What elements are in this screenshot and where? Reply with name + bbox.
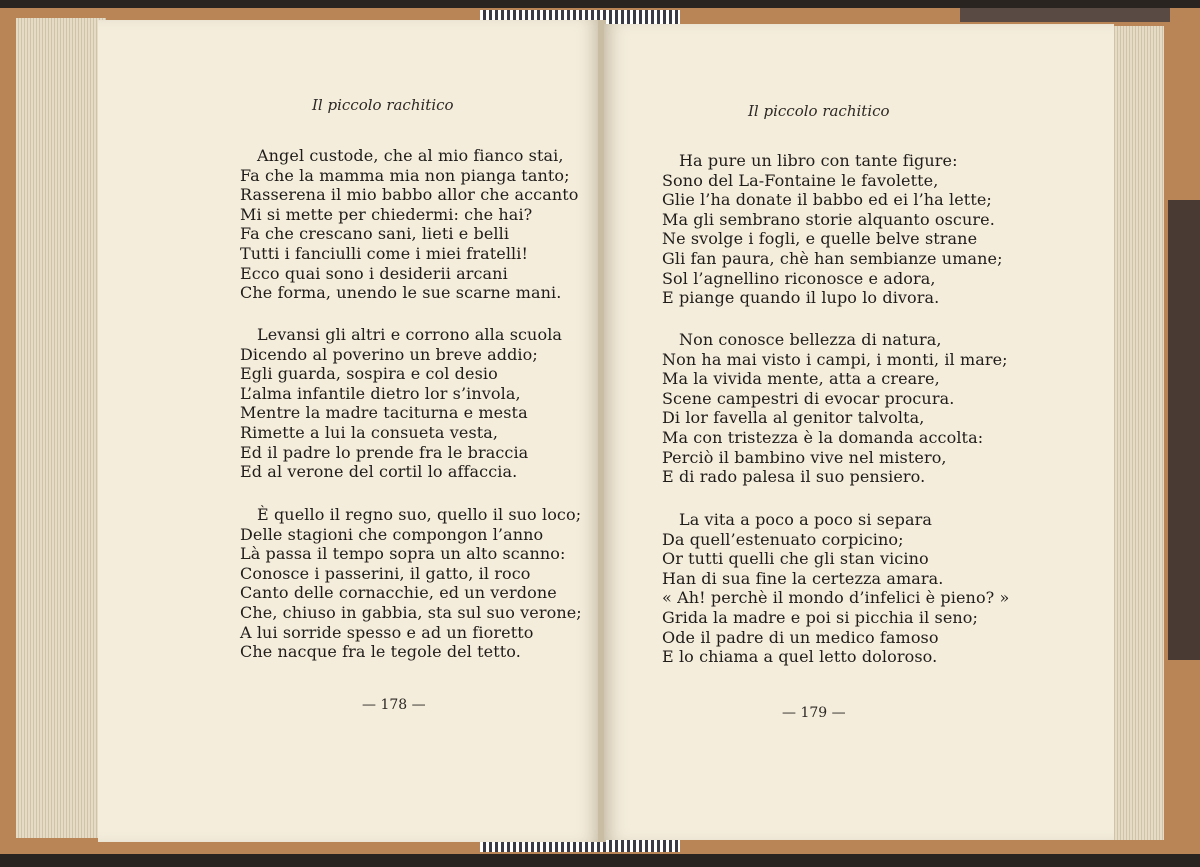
verse-line: Ecco quai sono i desiderii arcani [240,263,508,283]
right-stanza-1 [662,151,1003,308]
verse-line: A lui sorride spesso e ad un fioretto [240,622,534,642]
verse-line: Mi si mette per chiedermi: che hai? [240,204,533,224]
verse-line: Non conosce bellezza di natura, [679,330,942,349]
right-stanza-3 [662,510,1009,667]
verse-line: Che forma, unendo le sue scarne mani. [240,283,562,303]
verse-line: Di lor favella al genitor talvolta, [662,408,925,428]
verse-line: Ode il padre di un medico famoso [662,627,939,647]
verse-line: Ed al verone del cortil lo affaccia. [240,462,518,482]
page-stack-left [16,18,106,838]
verse-line: Gli fan paura, chè han sembianze umane; [662,248,1003,268]
left-stanza-1 [240,146,579,303]
left-stanza-3 [240,505,582,662]
verse-line: Glie l’ha donate il babbo ed ei l’ha lette; [662,190,992,210]
right-stanza-2 [662,330,1008,487]
verse-line: Delle stagioni che compongon l’anno [240,524,544,544]
verse-line: Egli guarda, sospira e col desio [240,364,498,384]
verse-line: E lo chiama a quel letto doloroso. [662,647,938,667]
verse-line: L’alma infantile dietro lor s’invola, [240,383,521,403]
verse-line: E piange quando il lupo lo divora. [662,288,940,308]
verse-line: Canto delle cornacchie, ed un verdone [240,583,557,603]
verse-line: La vita a poco a poco si separa [679,510,932,529]
verse-line: Grida la madre e poi si picchia il seno; [662,607,979,627]
left-stanza-2 [240,325,562,482]
verse-line: Ma gli sembrano storie alquanto oscure. [662,209,995,229]
verse-line: Angel custode, che al mio fianco stai, [257,146,564,165]
verse-line: Sol l’agnellino riconosce e adora, [662,268,936,288]
right-page-number: — 179 — [782,705,846,721]
verse-line: Che, chiuso in gabbia, sta sul suo verone; [240,602,582,622]
cover-corner-right [1168,200,1200,660]
verse-line: Che nacque fra le tegole del tetto. [240,642,521,662]
verse-line: Or tutti quelli che gli stan vicino [662,549,929,569]
verse-line: Han di sua fine la certezza amara. [662,568,944,588]
verse-line: Levansi gli altri e corrono alla scuola [257,325,563,344]
left-page-number: — 178 — [362,697,426,713]
right-running-head: Il piccolo rachitico [748,102,890,120]
verse-line: Fa che la mamma mia non pianga tanto; [240,165,570,185]
verse-line: Perciò il bambino vive nel mistero, [662,447,947,467]
verse-line: È quello il regno suo, quello il suo loco; [257,505,582,524]
left-running-head: Il piccolo rachitico [312,96,454,114]
verse-line: Là passa il tempo sopra un alto scanno: [240,544,566,564]
verse-line: Dicendo al poverino un breve addio; [240,344,538,364]
verse-line: « Ah! perchè il mondo d’infelici è pieno? » [662,588,1010,608]
verse-line: Non ha mai visto i campi, i monti, il mare; [662,349,1008,369]
verse-line: Conosce i passerini, il gatto, il roco [240,563,531,583]
verse-line: Ed il padre lo prende fra le braccia [240,442,529,462]
verse-line: E di rado palesa il suo pensiero. [662,467,926,487]
cover-corner-top [960,8,1170,22]
verse-line: Ma con tristezza è la domanda accolta: [662,427,984,447]
verse-line: Rasserena il mio babbo allor che accanto [240,185,579,205]
verse-line: Rimette a lui la consueta vesta, [240,422,499,442]
verse-line: Ne svolge i fogli, e quelle belve strane [662,229,978,249]
verse-line: Ma la vivida mente, atta a creare, [662,369,940,389]
verse-line: Tutti i fanciulli come i miei fratelli! [240,243,529,263]
verse-line: Mentre la madre taciturna e mesta [240,403,528,423]
verse-line: Ha pure un libro con tante figure: [679,151,958,170]
verse-line: Scene campestri di evocar procura. [662,388,955,408]
verse-line: Sono del La-Fontaine le favolette, [662,170,939,190]
verse-line: Da quell’estenuato corpicino; [662,529,904,549]
verse-line: Fa che crescano sani, lieti e belli [240,224,510,244]
